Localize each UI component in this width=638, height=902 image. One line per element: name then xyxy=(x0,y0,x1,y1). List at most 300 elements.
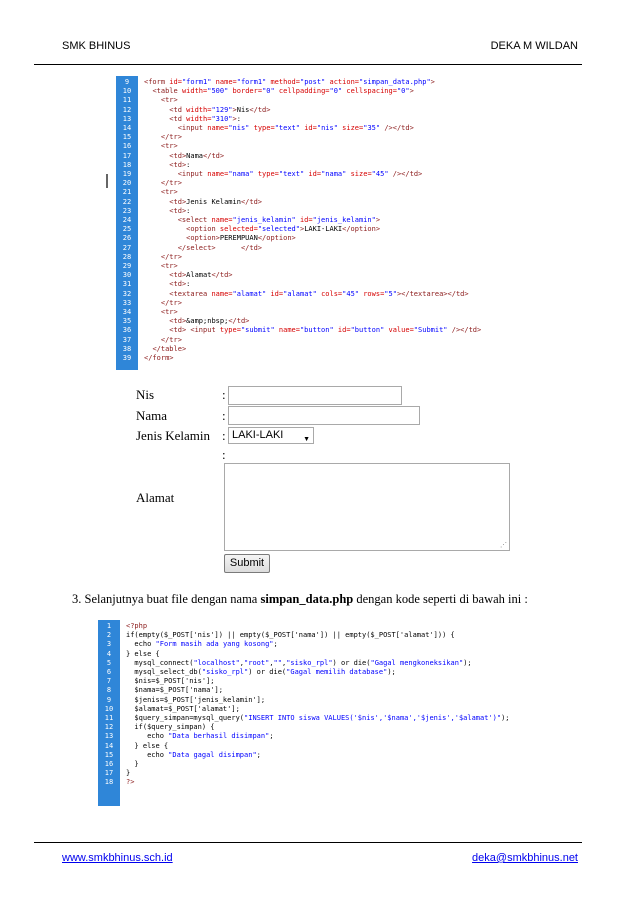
header-rule xyxy=(34,64,582,65)
php-code-screenshot xyxy=(98,620,526,806)
code-token: </tr> xyxy=(160,179,182,188)
code-line xyxy=(126,622,147,631)
code-token: id= xyxy=(270,289,284,298)
code-line xyxy=(126,732,274,741)
nama-label: Nama xyxy=(136,408,168,423)
code-token: id= xyxy=(169,78,182,86)
code-line xyxy=(144,308,178,317)
code-token: "nis" xyxy=(228,124,254,132)
code-token: "0" xyxy=(396,87,410,96)
code-token: width= xyxy=(186,114,212,123)
code-token: echo xyxy=(126,640,156,649)
code-token: method= xyxy=(270,78,300,86)
code-line xyxy=(144,142,178,151)
code-token: </td> xyxy=(240,243,263,252)
code-token: selected= xyxy=(219,225,258,234)
code-token: type= xyxy=(219,326,241,335)
code-token: "root" xyxy=(244,658,270,667)
select-value: LAKI-LAKI xyxy=(232,429,284,441)
code-token: "button" xyxy=(350,326,389,335)
code-line xyxy=(144,290,469,299)
line-number: 18 xyxy=(104,778,114,787)
code-token: > xyxy=(232,114,237,123)
code-token: width= xyxy=(186,105,212,114)
resize-grip-icon[interactable]: ⋰ xyxy=(500,541,507,549)
code-token: $jenis=$_POST['jenis_kelamin']; xyxy=(126,695,266,704)
code-token: Alamat xyxy=(186,271,212,280)
code-token: $alamat=$_POST['alamat']; xyxy=(126,704,240,713)
code-token xyxy=(144,106,169,114)
alamat-label: Alamat xyxy=(136,490,175,505)
code-token: : xyxy=(186,280,191,289)
line-number: 33 xyxy=(122,298,132,307)
line-number: 38 xyxy=(122,344,132,353)
line-number: 19 xyxy=(122,170,132,178)
code-token: "text" xyxy=(278,170,309,178)
code-token: /></td> xyxy=(392,170,423,178)
code-token xyxy=(144,326,169,334)
code-line xyxy=(144,207,190,216)
code-line xyxy=(144,216,380,225)
code-token: "nama" xyxy=(321,170,351,178)
code-token: name= xyxy=(207,170,229,178)
code-line xyxy=(144,326,481,335)
code-token xyxy=(144,96,161,104)
code-token xyxy=(144,234,186,242)
line-number: 15 xyxy=(104,750,114,759)
code-line xyxy=(144,188,178,197)
code-token: value= xyxy=(388,326,414,335)
code-token xyxy=(144,225,186,233)
code-token: > xyxy=(430,78,435,86)
line-number: 30 xyxy=(122,271,132,280)
code-line xyxy=(126,640,278,649)
code-token xyxy=(144,142,161,150)
line-number: 22 xyxy=(122,197,132,206)
code-token: "submit" xyxy=(240,326,279,335)
page-header xyxy=(62,40,578,52)
code-token: "" xyxy=(273,658,282,667)
code-token: <tr> xyxy=(160,142,178,151)
code-token xyxy=(144,271,169,279)
code-token: &amp;nbsp; xyxy=(186,317,229,326)
code-token: "sisko_rpl" xyxy=(201,668,249,676)
code-line xyxy=(144,354,174,363)
email-link[interactable]: deka@smkbhinus.net xyxy=(472,852,578,864)
code-token: > xyxy=(299,225,305,234)
code-token xyxy=(144,170,178,178)
code-token: id= xyxy=(337,326,351,335)
code-token: <input xyxy=(177,170,208,178)
code-token: "5" xyxy=(384,289,397,298)
line-number: 6 xyxy=(106,668,112,676)
code-line xyxy=(126,751,261,760)
code-token: </option> xyxy=(257,234,296,243)
line-number: 11 xyxy=(122,96,132,105)
code-token: : xyxy=(236,114,241,123)
code-token: "form1" xyxy=(181,78,216,86)
code-token: name= xyxy=(215,78,237,86)
code-token xyxy=(144,244,178,252)
line-number: 10 xyxy=(104,704,114,713)
code-token: <tr> xyxy=(160,96,178,105)
code-token xyxy=(144,133,161,141)
code-token: "form1" xyxy=(236,78,271,86)
code-line xyxy=(126,650,160,659)
line-number: 14 xyxy=(122,124,132,132)
code-token: cellspacing= xyxy=(346,87,397,96)
code-line xyxy=(144,198,262,207)
code-line xyxy=(144,179,182,188)
code-line xyxy=(126,686,223,695)
code-token: size= xyxy=(350,170,372,178)
page-footer xyxy=(62,852,578,864)
code-token xyxy=(144,188,161,196)
code-token: /></td> xyxy=(384,124,414,132)
code-token: } xyxy=(126,769,131,778)
code-token xyxy=(144,124,178,132)
code-token: width= xyxy=(181,87,208,96)
code-line xyxy=(126,760,139,769)
line-number: 5 xyxy=(106,658,112,667)
line-number: 36 xyxy=(122,326,132,335)
code-token: if($query_simpan) { xyxy=(126,723,215,732)
line-number: 10 xyxy=(122,87,132,96)
code-line xyxy=(126,677,215,686)
nama-input[interactable] xyxy=(228,406,420,425)
code-token: "0" xyxy=(329,87,347,96)
line-number: 17 xyxy=(104,769,114,778)
line-number: 37 xyxy=(122,335,132,344)
code-line xyxy=(144,96,178,105)
code-token: "310" xyxy=(211,114,233,123)
code-token: <form xyxy=(144,78,170,86)
code-token: </select> xyxy=(177,243,216,252)
line-number: 35 xyxy=(122,317,132,326)
code-token: </tr> xyxy=(160,335,182,344)
code-token: , xyxy=(269,658,274,667)
code-token: "jenis_kelamin" xyxy=(232,216,300,224)
code-token: "Data berhasil disimpan" xyxy=(168,732,270,741)
code-token: </td> xyxy=(228,317,250,326)
website-link[interactable]: www.smkbhinus.sch.id xyxy=(62,852,173,864)
code-token: if(empty($_POST['nis']) || empty($_POST['nama']) || empty($_POST['alamat'])) { xyxy=(126,631,455,640)
form-preview xyxy=(136,383,516,578)
step-text-before: 3. Selanjutnya buat file dengan nama xyxy=(72,592,261,606)
code-token: : xyxy=(186,160,191,169)
code-token: /></td> xyxy=(451,326,482,335)
code-token xyxy=(144,115,169,123)
code-line xyxy=(126,631,455,640)
code-token: "localhost" xyxy=(193,658,240,667)
code-token xyxy=(144,262,161,270)
code-token: Jenis Kelamin xyxy=(186,197,241,206)
code-token: </td> xyxy=(249,105,271,114)
code-line xyxy=(144,317,249,326)
code-token: "Submit" xyxy=(413,326,452,335)
line-number: 34 xyxy=(122,308,132,316)
line-number: 26 xyxy=(122,234,132,243)
code-token: </form> xyxy=(144,354,174,362)
alamat-textarea[interactable] xyxy=(224,463,510,551)
jenis-kelamin-select[interactable] xyxy=(228,427,314,444)
code-token: > xyxy=(232,105,237,114)
code-token: "text" xyxy=(274,124,305,132)
chevron-down-icon: ▼ xyxy=(303,436,310,443)
code-token: <option> xyxy=(186,234,220,243)
code-token: <td> xyxy=(169,271,187,280)
code-token: ; xyxy=(273,640,278,649)
code-token xyxy=(144,179,161,187)
line-number: 12 xyxy=(104,723,114,732)
code-token: $nis=$_POST['nis']; xyxy=(126,677,215,686)
line-number: 16 xyxy=(122,142,132,151)
code-token: </tr> xyxy=(160,252,182,261)
code-token: ) or die( xyxy=(332,658,371,667)
line-number: 17 xyxy=(122,151,132,160)
code-line xyxy=(144,152,224,161)
code-token: "INSERT INTO siswa VALUES('$nis','$nama','$jenis','$alamat')" xyxy=(244,714,502,722)
code-token: <option xyxy=(186,225,220,234)
line-number: 7 xyxy=(106,677,112,686)
code-token: PEREMPUAN xyxy=(219,234,258,243)
code-token: ></textarea></td> xyxy=(396,289,469,298)
code-token: </tr> xyxy=(160,298,182,307)
code-token: mysql_select_db( xyxy=(126,668,202,676)
line-number: 21 xyxy=(122,188,132,197)
code-token: "Form masih ada yang kosong" xyxy=(155,640,274,649)
code-token: <td> xyxy=(169,280,187,289)
code-token: id= xyxy=(304,124,317,132)
code-token xyxy=(144,308,161,316)
line-number: 8 xyxy=(106,686,112,695)
code-token: name= xyxy=(211,289,233,298)
code-token: </option> xyxy=(342,225,381,234)
code-token xyxy=(144,207,169,215)
line-number: 25 xyxy=(122,225,132,234)
code-token: <tr> xyxy=(160,262,178,270)
code-token: "alamat" xyxy=(232,289,271,298)
code-token xyxy=(144,290,169,298)
code-token: id= xyxy=(308,170,322,178)
code-token: echo xyxy=(126,750,169,759)
line-number: 9 xyxy=(106,695,112,704)
code-token: , xyxy=(239,658,245,667)
code-token xyxy=(144,317,169,325)
code-token: "Data gagal disimpan" xyxy=(168,750,257,759)
code-token: "jenis_kelamin" xyxy=(312,216,376,224)
code-line xyxy=(126,723,215,732)
code-token: cols= xyxy=(321,289,343,298)
code-token xyxy=(144,299,161,307)
step-text-after: dengan kode seperti di bawah ini : xyxy=(353,592,528,606)
header-school: SMK BHINUS xyxy=(62,40,131,52)
code-token: "button" xyxy=(299,326,338,335)
code-token: <td> xyxy=(169,197,187,206)
code-token: ); xyxy=(463,658,472,667)
code-token: "45" xyxy=(342,289,364,298)
code-token: "500" xyxy=(207,87,233,96)
code-token: <td> xyxy=(169,206,187,215)
code-token xyxy=(144,198,169,206)
code-token: ); xyxy=(387,668,396,676)
code-token xyxy=(144,280,169,288)
code-token: id= xyxy=(299,216,313,224)
code-token: <table xyxy=(152,87,182,96)
code-line xyxy=(144,336,182,345)
code-token: } else { xyxy=(126,741,169,750)
code-token: <td> xyxy=(169,160,187,169)
code-token: echo xyxy=(126,732,169,741)
line-number: 29 xyxy=(122,262,132,270)
code-token: > xyxy=(375,216,381,224)
line-number: 1 xyxy=(106,622,112,630)
code-token: "simpan_data.php" xyxy=(359,78,431,86)
code-token: "45" xyxy=(371,170,393,178)
code-token: <td> <input xyxy=(169,326,220,335)
line-number: 12 xyxy=(122,105,132,114)
code-token: </tr> xyxy=(160,133,182,142)
code-token: "nama" xyxy=(228,170,258,178)
line-number: 18 xyxy=(122,160,132,169)
nis-label: Nis xyxy=(136,387,155,402)
code-line xyxy=(144,106,270,115)
code-line xyxy=(126,778,134,787)
code-token: ) or die( xyxy=(248,668,287,676)
code-token: </td> xyxy=(203,151,225,160)
line-number: 13 xyxy=(104,732,114,741)
code-token: ; xyxy=(269,732,274,741)
code-token: "129" xyxy=(211,105,233,114)
line-number: 9 xyxy=(124,78,130,86)
code-token: </table> xyxy=(152,344,187,353)
footer-rule xyxy=(34,842,582,843)
nama-colon: : xyxy=(222,408,226,423)
code-line xyxy=(144,78,435,87)
code-token xyxy=(144,152,169,160)
code-token: "selected" xyxy=(257,225,300,234)
code-line xyxy=(126,705,240,714)
code-token: name= xyxy=(207,124,229,132)
code-line xyxy=(144,115,241,124)
code-token: size= xyxy=(342,124,364,132)
code-token: ); xyxy=(501,714,510,722)
code-token: "0" xyxy=(262,87,279,96)
code-line xyxy=(144,299,182,308)
line-number: 2 xyxy=(106,631,112,640)
code-token: mysql_connect( xyxy=(126,658,194,667)
code-token: <td xyxy=(169,114,187,123)
code-token: ?> xyxy=(126,778,135,787)
code-token: </td> xyxy=(211,271,233,280)
code-token: "alamat" xyxy=(283,289,322,298)
code-token: "Gagal memilih database" xyxy=(286,668,388,676)
line-number: 28 xyxy=(122,252,132,261)
code-token: type= xyxy=(257,170,279,178)
code-token: name= xyxy=(278,326,300,335)
code-line xyxy=(144,161,190,170)
header-author: DEKA M WILDAN xyxy=(490,40,578,52)
line-number: 20 xyxy=(122,179,132,188)
code-token: "Gagal mengkoneksikan" xyxy=(370,658,464,667)
code-line xyxy=(144,280,190,289)
code-token: $nama=$_POST['nama']; xyxy=(126,686,223,695)
code-line xyxy=(144,262,178,271)
line-number: 4 xyxy=(106,649,112,658)
html-code-screenshot xyxy=(116,76,482,370)
code-line xyxy=(144,271,233,280)
line-number: 31 xyxy=(122,280,132,289)
code-token: $query_simpan=mysql_query( xyxy=(126,714,245,722)
alamat-colon: : xyxy=(222,447,226,462)
code-token: "sisko_rpl" xyxy=(286,658,333,667)
code-line xyxy=(144,345,186,354)
line-number: 32 xyxy=(122,289,132,298)
code-token: : xyxy=(186,206,191,215)
line-number: 39 xyxy=(122,354,132,362)
jenis-kelamin-colon: : xyxy=(222,428,226,443)
code-token: ; xyxy=(256,750,261,759)
code-token: LAKI-LAKI xyxy=(304,225,343,234)
line-number: 13 xyxy=(122,114,132,123)
code-line xyxy=(144,133,182,142)
code-token: "post" xyxy=(299,78,330,86)
line-number: 15 xyxy=(122,133,132,142)
code-token: </td> xyxy=(240,197,263,206)
code-token: , xyxy=(281,658,287,667)
code-token: <td xyxy=(169,105,187,114)
nis-colon: : xyxy=(222,387,226,402)
code-token: cellpadding= xyxy=(278,87,330,96)
code-token: <tr> xyxy=(160,308,178,316)
code-line xyxy=(144,234,296,243)
code-token: <select xyxy=(177,216,212,224)
code-token xyxy=(144,336,161,344)
line-number: 16 xyxy=(104,760,114,768)
submit-button[interactable]: Submit xyxy=(224,554,270,573)
code-line xyxy=(144,244,262,253)
code-line xyxy=(144,253,182,262)
line-number: 3 xyxy=(106,640,112,649)
code-line xyxy=(144,225,380,234)
code-token: Nis xyxy=(236,105,250,114)
code-line xyxy=(126,668,396,677)
nis-input[interactable] xyxy=(228,386,402,405)
code-token: <input xyxy=(177,124,208,132)
code-token xyxy=(144,216,178,224)
code-line xyxy=(126,714,510,723)
code-token: type= xyxy=(253,124,275,132)
code-line xyxy=(144,170,422,179)
code-line xyxy=(126,742,168,751)
code-token xyxy=(144,253,161,261)
text-cursor xyxy=(106,174,108,188)
code-line xyxy=(144,87,414,96)
code-token: } else { xyxy=(126,649,160,658)
line-number: 14 xyxy=(104,741,114,750)
instruction-step-3 xyxy=(72,592,528,607)
code-token: <?php xyxy=(126,622,148,630)
code-line xyxy=(126,659,472,668)
code-token: <td> xyxy=(169,151,187,160)
code-token: <tr> xyxy=(160,188,178,197)
step-filename: simpan_data.php xyxy=(260,592,354,606)
code-token: border= xyxy=(232,87,263,96)
code-token: <textarea xyxy=(169,289,212,298)
code-token: name= xyxy=(211,216,233,224)
code-token: <td> xyxy=(169,317,187,326)
code-line xyxy=(144,124,414,133)
